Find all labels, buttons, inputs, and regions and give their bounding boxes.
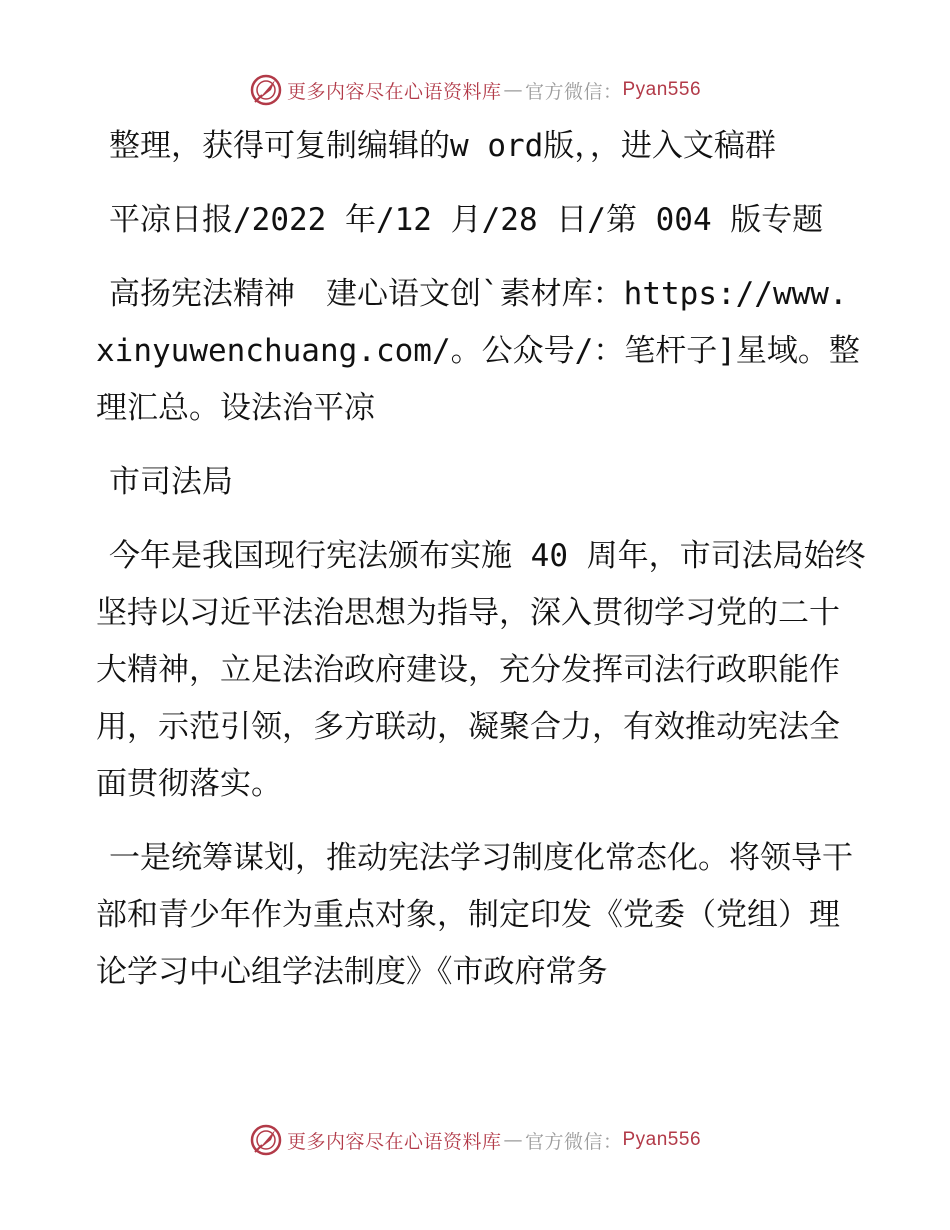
source-line: 平凉日报/2022 年/12 月/28 日/第 004 版专题 xyxy=(109,202,824,238)
watermark-wechat-id: Pyan556 xyxy=(622,79,702,100)
watermark-site-text: 更多内容尽在心语资料库 xyxy=(286,80,502,103)
watermark-wechat-label: 官方微信： xyxy=(524,1130,623,1153)
body-paragraph: 今年是我国现行宪法颁布实施 40 周年，市司法局始终坚持以习近平法治思想为指导，深入贯彻学习党的二十大精神，立足法治政府建设，充分发挥司法行政职能作用，示范引领，多方联动，凝聚合力，有效推动宪法全面贯彻落实。 xyxy=(96,538,866,802)
watermark-separator: — xyxy=(503,79,523,101)
watermark-separator: — xyxy=(503,1129,523,1151)
watermark-site-text: 更多内容尽在心语资料库 xyxy=(286,1130,502,1153)
document-body xyxy=(96,118,866,1001)
watermark-banner-bottom xyxy=(0,1120,950,1160)
body-paragraph: 一是统筹谋划，推动宪法学习制度化常态化。将领导干部和青少年作为重点对象，制定印发《党委（党组）理论学习中心组学法制度》《市政府常务 xyxy=(96,840,853,990)
intro-paragraph: 整理，获得可复制编辑的w ord版，，进入文稿群 xyxy=(109,128,776,164)
watermark-wechat-id: Pyan556 xyxy=(622,1129,702,1150)
watermark-wechat-label: 官方微信： xyxy=(524,80,623,103)
quill-logo-icon xyxy=(249,1123,283,1157)
watermark-banner-top xyxy=(0,70,950,110)
article-title: 高扬宪法精神 建心语文创`素材库：https://www.xinyuwenchuang.com/。公众号/：笔杆子]星域。整理汇总。设法治平凉 xyxy=(96,276,860,426)
author-line: 市司法局 xyxy=(109,464,233,500)
quill-logo-icon xyxy=(249,73,283,107)
